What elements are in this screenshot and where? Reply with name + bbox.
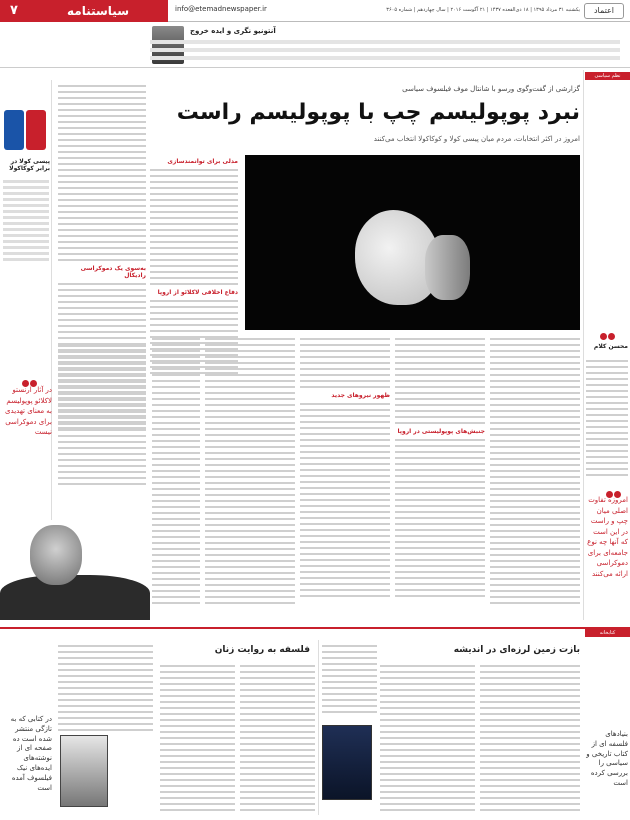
text-line <box>3 210 49 213</box>
article-subhead: به‌سوی یک دموکراسی رادیکال <box>80 265 146 279</box>
text-column <box>300 338 390 601</box>
book-review-title-2: فلسفه به روایت زنان <box>214 645 310 655</box>
article-subhead: ظهور نیروهای جدید <box>331 392 390 399</box>
text-line <box>3 240 49 243</box>
text-line <box>3 204 49 207</box>
text-column <box>205 338 295 608</box>
sidebar-body <box>586 360 628 480</box>
article-subhead: جنبش‌های پوپولیستی در اروپا <box>397 428 485 435</box>
text-column <box>58 345 146 489</box>
divider <box>583 70 584 620</box>
text-line <box>3 192 49 195</box>
article-kicker: گزارشی از گفت‌وگوی ورسو با شانتال موف فیلسوف سیاسی <box>402 85 580 93</box>
sidebar-label: نظم سیاسی <box>585 72 630 80</box>
text-line <box>150 40 620 44</box>
article-subhead: دفاع اخلاقی لاکلائو از اروپا <box>157 289 238 296</box>
soda-cans-image <box>4 110 48 150</box>
text-line <box>3 246 49 249</box>
dateline: یکشنبه ۳۱ مرداد ۱۳۹۵ | ۱۸ ذی‌القعده ۱۴۳۷ | ۲۱ آگوست ۲۰۱۶ | سال چهاردهم | شماره ۳۶۰۵ <box>386 7 580 13</box>
text-line <box>3 228 49 231</box>
book-review-title-1: بازت زمین لرزه‌ای در اندیشه <box>453 645 580 655</box>
text-line <box>3 198 49 201</box>
text-line <box>3 222 49 225</box>
text-column <box>240 665 315 815</box>
page-number: ۷ <box>0 0 28 22</box>
ad-caption: پیسی کولا در برابر کوکاکولا <box>9 158 50 172</box>
text-line <box>3 258 49 261</box>
columnist-strip <box>0 22 630 68</box>
text-line <box>150 48 620 52</box>
email-link[interactable]: info@etemadnewspaper.ir <box>175 5 267 13</box>
text-column <box>480 665 580 815</box>
man-portrait-photo <box>0 520 150 620</box>
text-column <box>380 665 475 815</box>
main-photo <box>245 155 580 330</box>
section-title: سیاستنامه <box>28 0 168 22</box>
top-bar <box>0 0 630 22</box>
pepsi-can <box>4 110 24 150</box>
article-headline: نبرد پوپولیسم چپ با پوپولیسم راست <box>176 100 580 125</box>
pull-quote-bottom-right: بنیادهای فلسفه ای از کتاب تاریخی و سیاسی را بررسی کرده است <box>586 730 628 787</box>
text-column <box>152 338 200 608</box>
text-column <box>490 338 580 608</box>
photo-face <box>425 235 470 300</box>
lower-section-label: کتابخانه <box>585 629 630 637</box>
pull-quote-left: در آثار ارنستو لاکلائو پوپولیسم به معنای تهدیدی برای دموکراسی نیست <box>5 386 52 436</box>
text-column <box>58 645 153 735</box>
text-column <box>160 665 235 815</box>
book-cover-1 <box>322 725 372 800</box>
text-column <box>395 338 485 601</box>
ad-column <box>0 80 52 580</box>
pull-quote-right: امروزه تفاوت اصلی میان چپ و راست در این است که آنها چه نوع جامعه‌ای برای دموکراسی ارائه می‌کنند <box>587 496 628 578</box>
article-subtitle: امروز در اکثر انتخابات، مردم میان پیسی کولا و کوکاکولا انتخاب می‌کنند <box>373 135 580 143</box>
text-line <box>150 56 620 60</box>
portrait-body <box>0 575 150 620</box>
text-line <box>3 180 49 183</box>
article-subhead: مدلی برای توانمندسازی <box>167 158 238 165</box>
pull-quote-bottom-left: در کتابی که به تازگی منتشر شده است ده صفحه ای از نوشته‌های ایده‌های نیک فیلسوف آمده است <box>10 715 52 792</box>
quote-mark-icon <box>600 325 618 335</box>
lower-section-bar <box>0 627 630 637</box>
newspaper-logo: اعتماد <box>584 3 624 19</box>
divider <box>318 640 319 815</box>
text-line <box>3 216 49 219</box>
cola-can <box>26 110 46 150</box>
text-line <box>3 234 49 237</box>
text-line <box>3 186 49 189</box>
text-column <box>322 645 377 717</box>
portrait-head <box>30 525 82 585</box>
quote-mark-icon <box>606 483 624 493</box>
columnist-title: آنتونیو نگری و ایده خروج <box>190 27 276 35</box>
book-cover-2 <box>60 735 108 807</box>
quote-mark-icon <box>22 372 40 382</box>
sidebar-author: محسن کلام <box>593 343 628 350</box>
text-line <box>3 252 49 255</box>
